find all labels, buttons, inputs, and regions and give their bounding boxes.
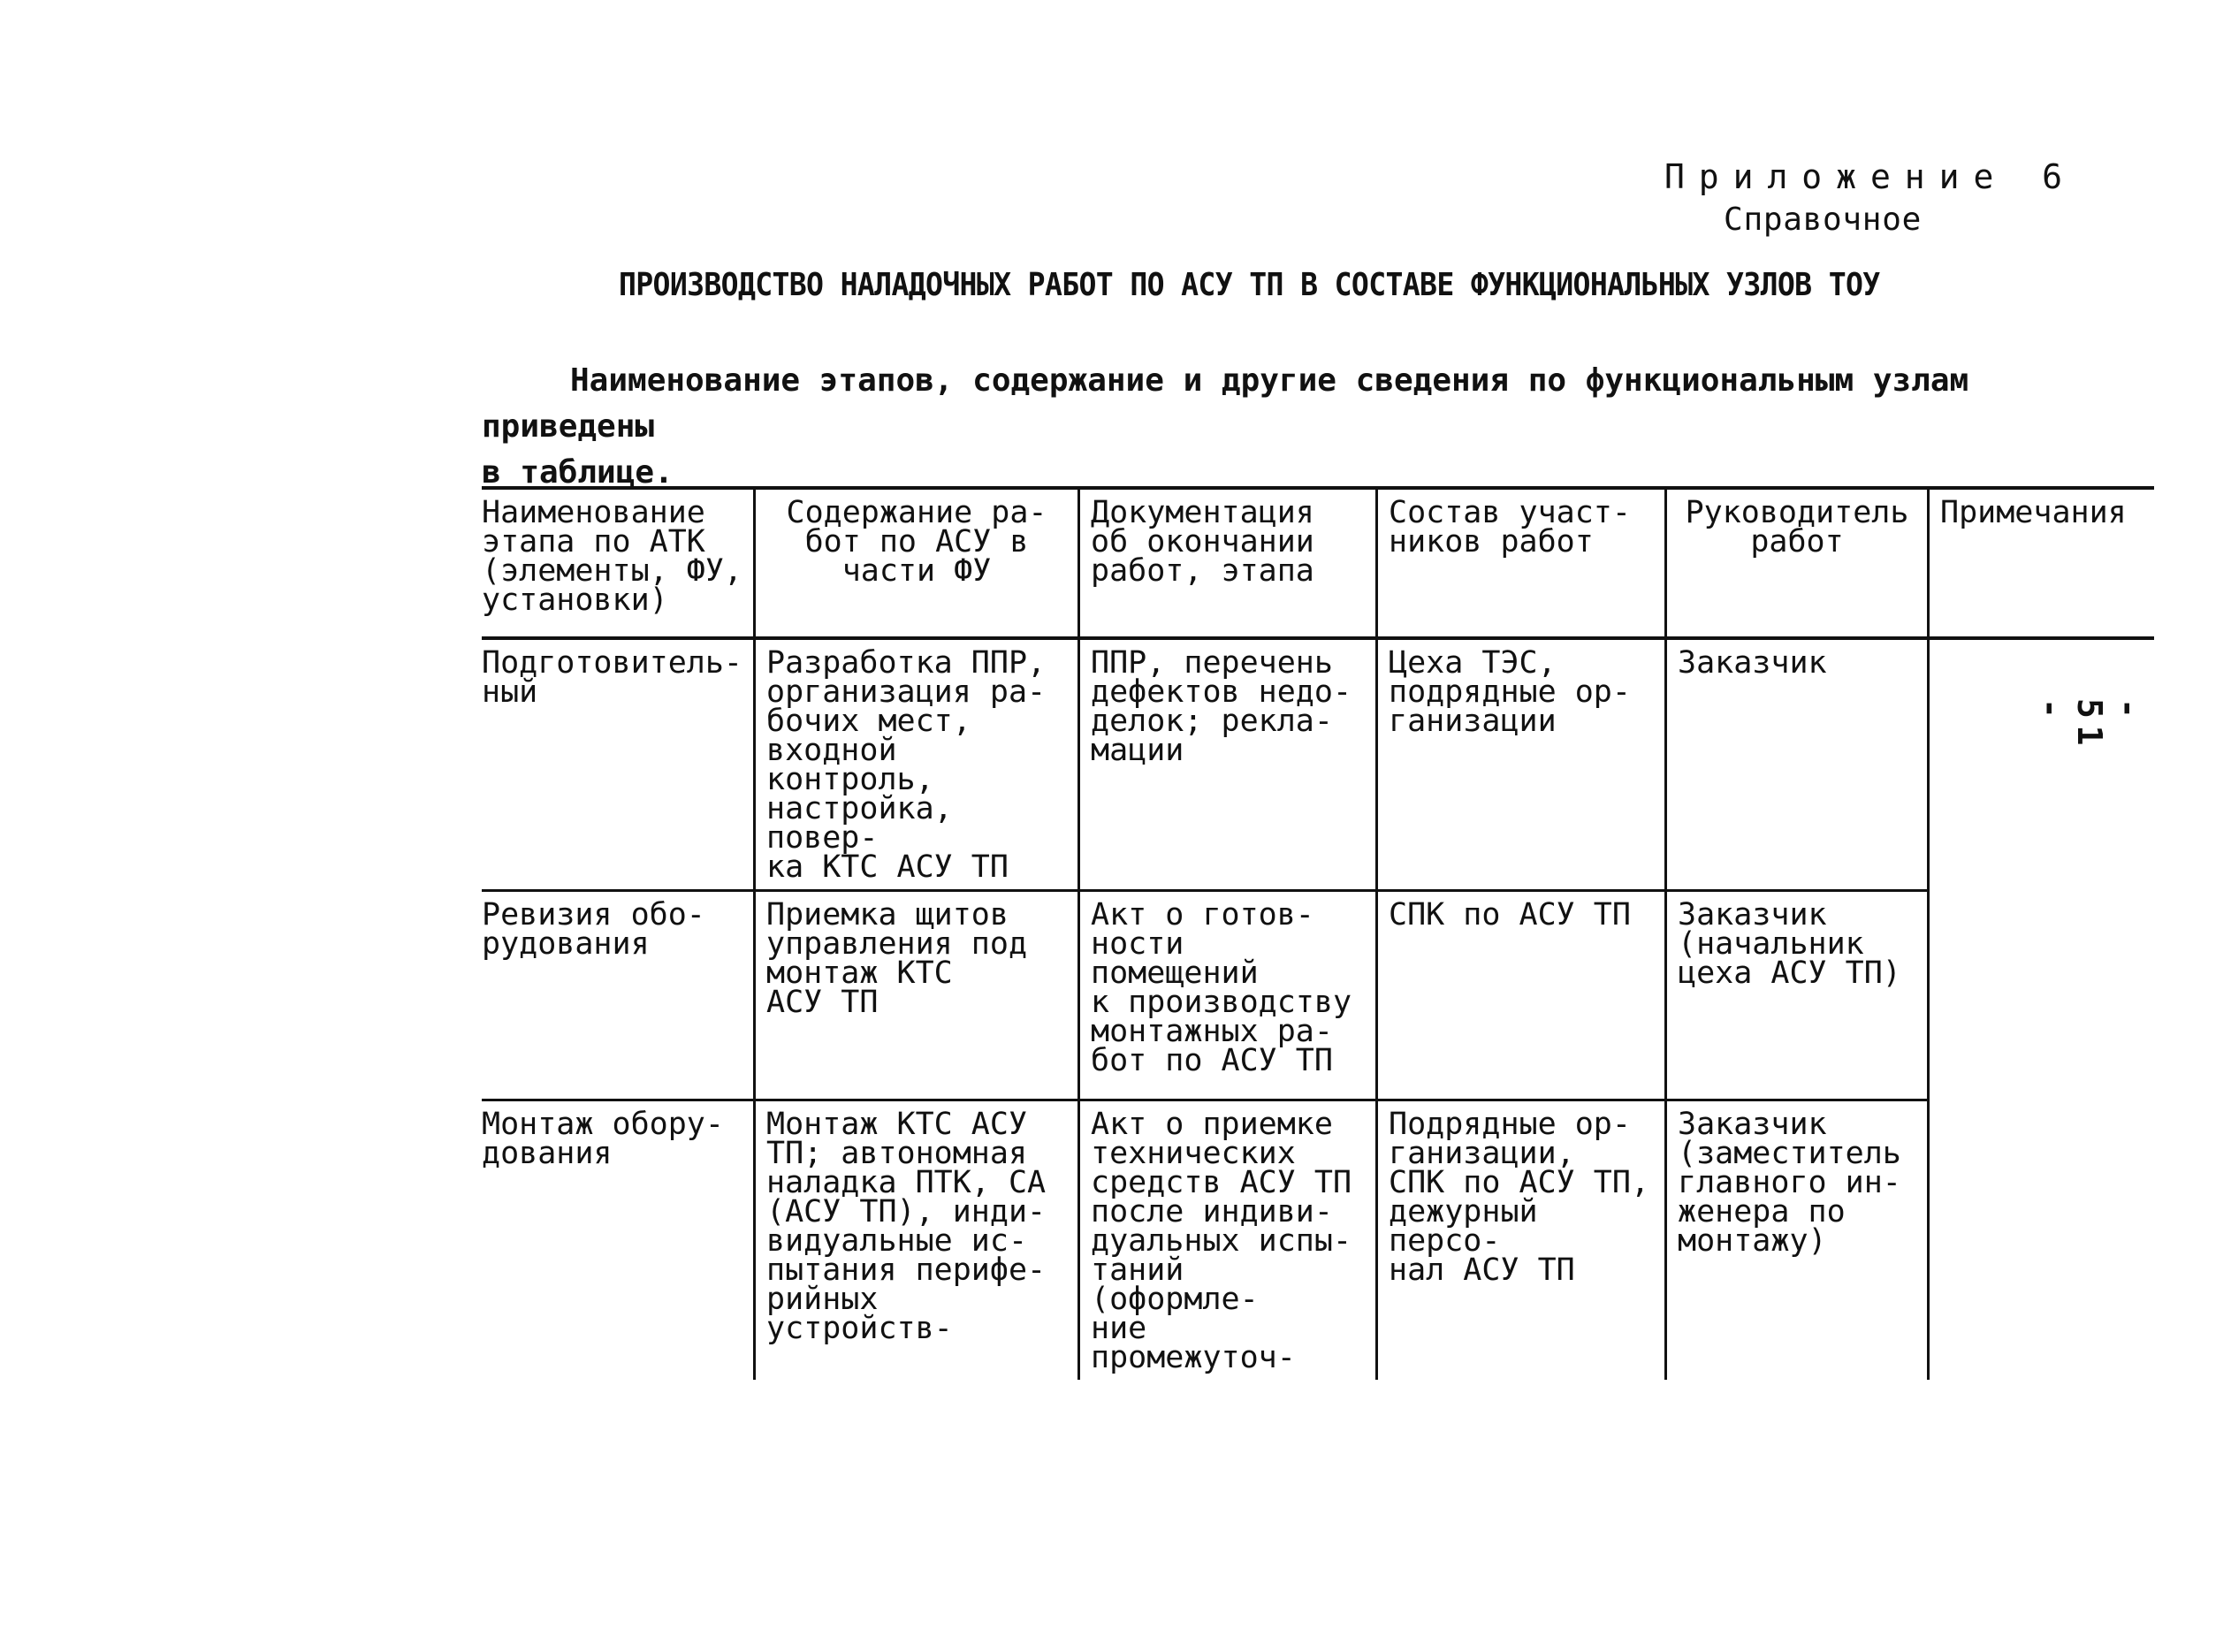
cell-participants: СПК по АСУ ТП: [1377, 891, 1666, 1100]
cell-documentation: ППР, перечень дефектов недо- делок; рекла- мации: [1079, 638, 1377, 891]
table-row: [482, 891, 2154, 1100]
cell-content: Приемка щитов управления под монтаж КТС АСУ ТП: [755, 891, 1079, 1100]
cell-content: Разработка ППР, организация ра- бочих мест, входной контроль, настройка, повер- ка КТС АСУ ТП: [755, 638, 1079, 891]
cell-documentation: Акт о готов- ности помещений к производству монтажных ра- бот по АСУ ТП: [1079, 891, 1377, 1100]
cell-documentation: Акт о приемке технических средств АСУ ТП после индиви- дуальных испы- таний (оформле- ние промежуточ-: [1079, 1100, 1377, 1381]
cell-participants: Цеха ТЭС, подрядные ор- ганизации: [1377, 638, 1666, 891]
cell-manager: Заказчик (заместитель главного ин- женера по монтажу): [1666, 1100, 1929, 1381]
cell-stage: Ревизия обо- рудования: [482, 891, 755, 1100]
intro-paragraph: [482, 358, 2073, 496]
cell-stage: Монтаж обору- дования: [482, 1107, 724, 1171]
page-number: - 51 -: [2031, 698, 2148, 752]
header-stage: Наименование этапа по АТК (элементы, ФУ, установки): [482, 488, 755, 638]
cell-participants: Подрядные ор- ганизации, СПК по АСУ ТП, дежурный персо- нал АСУ ТП: [1377, 1100, 1666, 1381]
cell-manager: Заказчик (начальник цеха АСУ ТП): [1666, 891, 1929, 1100]
header-manager: Руководитель работ: [1666, 488, 1929, 638]
appendix-title: Приложение 6: [1664, 157, 2076, 196]
cell-stage: Подготовитель- ный: [482, 638, 755, 891]
appendix-subtitle: Справочное: [1724, 202, 1922, 238]
intro-line-2: в таблице.: [482, 454, 674, 491]
cell-notes: [1929, 891, 2155, 1100]
cell-notes: [1929, 1100, 2155, 1381]
table-row: [482, 1100, 2154, 1381]
document-heading: ПРОИЗВОДСТВО НАЛАДОЧНЫХ РАБОТ ПО АСУ ТП В СОСТАВЕ ФУНКЦИОНАЛЬНЫХ УЗЛОВ ТОУ: [619, 267, 1880, 303]
header-notes: Примечания: [1929, 488, 2155, 638]
table-header-row: [482, 488, 2154, 638]
cell-manager: Заказчик: [1666, 638, 1929, 891]
header-participants: Состав участ- ников работ: [1377, 488, 1666, 638]
header-documentation: Документация об окончании работ, этапа: [1079, 488, 1377, 638]
table-row: [482, 638, 2154, 891]
intro-line-1: Наименование этапов, содержание и другие сведения по функциональным узлам приведены: [482, 362, 1969, 445]
cell-notes: [1929, 638, 2155, 891]
stages-table: [482, 486, 2154, 1380]
cell-content: Монтаж КТС АСУ ТП; автономная наладка ПТК, СА (АСУ ТП), инди- видуальные ис- пытания перифе- рийных устройств-: [755, 1100, 1079, 1381]
header-content: Содержание ра- бот по АСУ в части ФУ: [755, 488, 1079, 638]
